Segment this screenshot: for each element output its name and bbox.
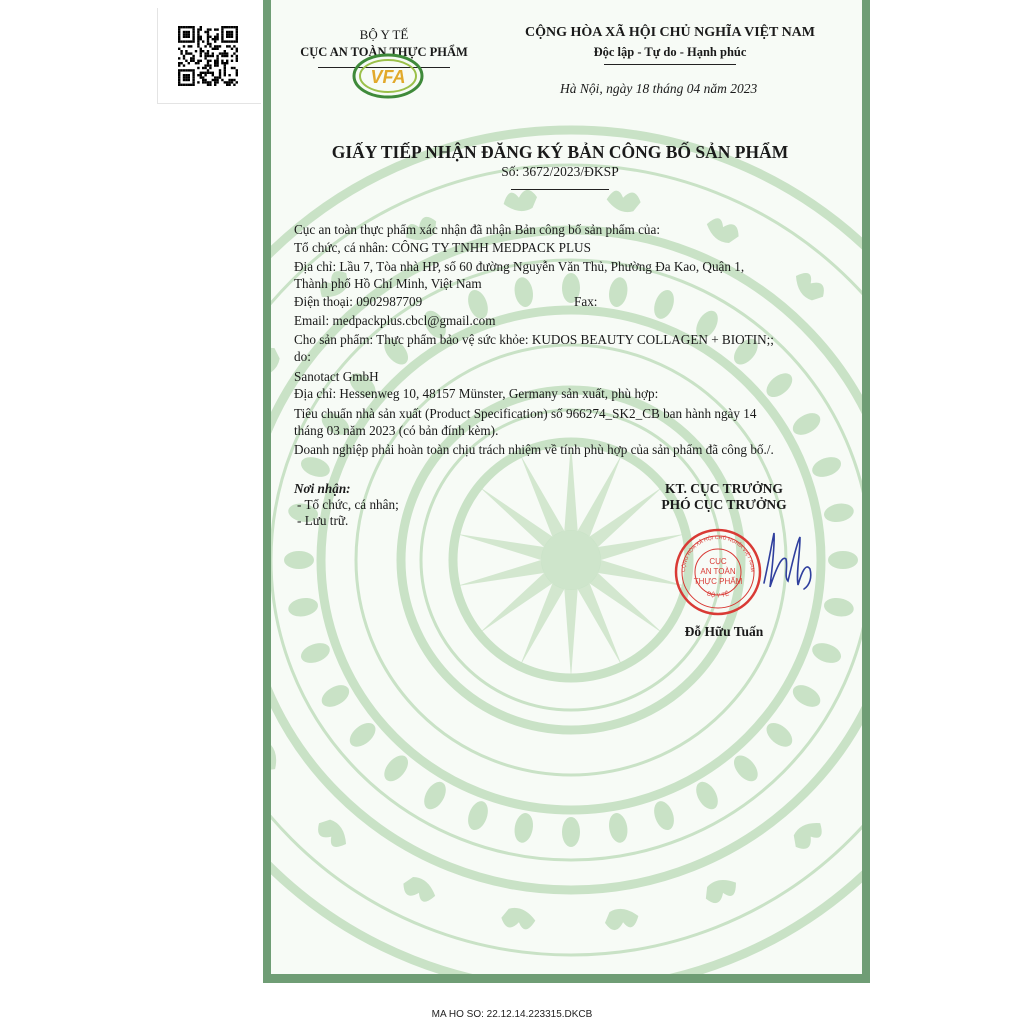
- seal-ring-bottom-text: BỘ Y TẾ: [705, 591, 731, 600]
- issue-date: Hà Nội, ngày 18 tháng 04 năm 2023: [560, 81, 758, 96]
- signer-name: Đỗ Hữu Tuấn: [684, 624, 764, 639]
- ministry-name: BỘ Y TẾ: [359, 27, 409, 42]
- body-standard-line2: tháng 03 năm 2023 (có bản đính kèm).: [294, 423, 499, 438]
- body-product-line2: do:: [294, 349, 311, 364]
- vfa-logo-icon: [350, 52, 426, 100]
- seal-center-line: THỰC PHẨM: [693, 577, 743, 586]
- body-phone: Điện thoại: 0902987709: [294, 294, 423, 309]
- body-manufacturer: Sanotact GmbH: [294, 369, 379, 384]
- body-fax: Fax:: [574, 294, 598, 309]
- seal-center-line: CỤC: [709, 557, 727, 566]
- recipient-item: - Lưu trữ.: [297, 513, 349, 528]
- qr-code-icon: [178, 26, 238, 86]
- svg-text:BỘ Y TẾ: [706, 590, 730, 599]
- body-address-line2: Thành phố Hồ Chí Minh, Việt Nam: [294, 276, 482, 291]
- agency-name: CỤC AN TOÀN THỰC PHẨM: [300, 45, 468, 59]
- seal-ring-top-text: CỘNG HÒA XÃ HỘI CHỦ NGHĨA VIỆT NAM: [680, 534, 756, 573]
- body-standard-line1: Tiêu chuẩn nhà sản xuất (Product Specification) số 966274_SK2_CB ban hành ngày 14: [294, 406, 757, 421]
- signer-title: PHÓ CỤC TRƯỞNG: [661, 497, 787, 512]
- document-title: GIẤY TIẾP NHẬN ĐĂNG KÝ BẢN CÔNG BỐ SẢN PHẨM: [331, 142, 789, 162]
- body-manufacturer-address: Địa chỉ: Hessenweg 10, 48157 Münster, Germany sản xuất, phù hợp:: [294, 386, 659, 401]
- signer-authority: KT. CỤC TRƯỞNG: [665, 481, 783, 496]
- seal-center-line: AN TOÀN: [700, 567, 736, 576]
- recipient-item: - Tổ chức, cá nhân;: [297, 497, 399, 512]
- dossier-code: MA HO SO: 22.12.14.223315.DKCB: [431, 1009, 593, 1020]
- title-rule: [511, 189, 609, 190]
- national-motto: Độc lập - Tự do - Hạnh phúc: [593, 45, 747, 59]
- handwritten-signature: [750, 525, 840, 595]
- header-right-rule: [604, 64, 736, 65]
- country-name: CỘNG HÒA XÃ HỘI CHỦ NGHĨA VIỆT NAM: [524, 25, 816, 40]
- body-address-line1: Địa chỉ: Lầu 7, Tòa nhà HP, số 60 đường Nguyễn Văn Thủ, Phường Đa Kao, Quận 1,: [294, 259, 745, 274]
- body-organization: Tổ chức, cá nhân: CÔNG TY TNHH MEDPACK PLUS: [294, 240, 591, 255]
- document-number: Số: 3672/2023/ĐKSP: [501, 164, 619, 179]
- qr-code-panel: [157, 8, 261, 104]
- recipients-heading: Nơi nhận:: [294, 481, 351, 496]
- body-product-line1: Cho sản phẩm: Thực phẩm bảo vệ sức khỏe: KUDOS BEAUTY COLLAGEN + BIOTIN;;: [294, 332, 774, 347]
- body-responsibility: Doanh nghiệp phải hoàn toàn chịu trách nhiệm về tính phù hợp của sản phẩm đã công bố./.: [294, 442, 774, 457]
- body-intro: Cục an toàn thực phẩm xác nhận đã nhận Bản công bố sản phẩm của:: [294, 222, 661, 237]
- logo-text: VFA: [370, 67, 406, 87]
- body-email: Email: medpackplus.cbcl@gmail.com: [294, 313, 496, 328]
